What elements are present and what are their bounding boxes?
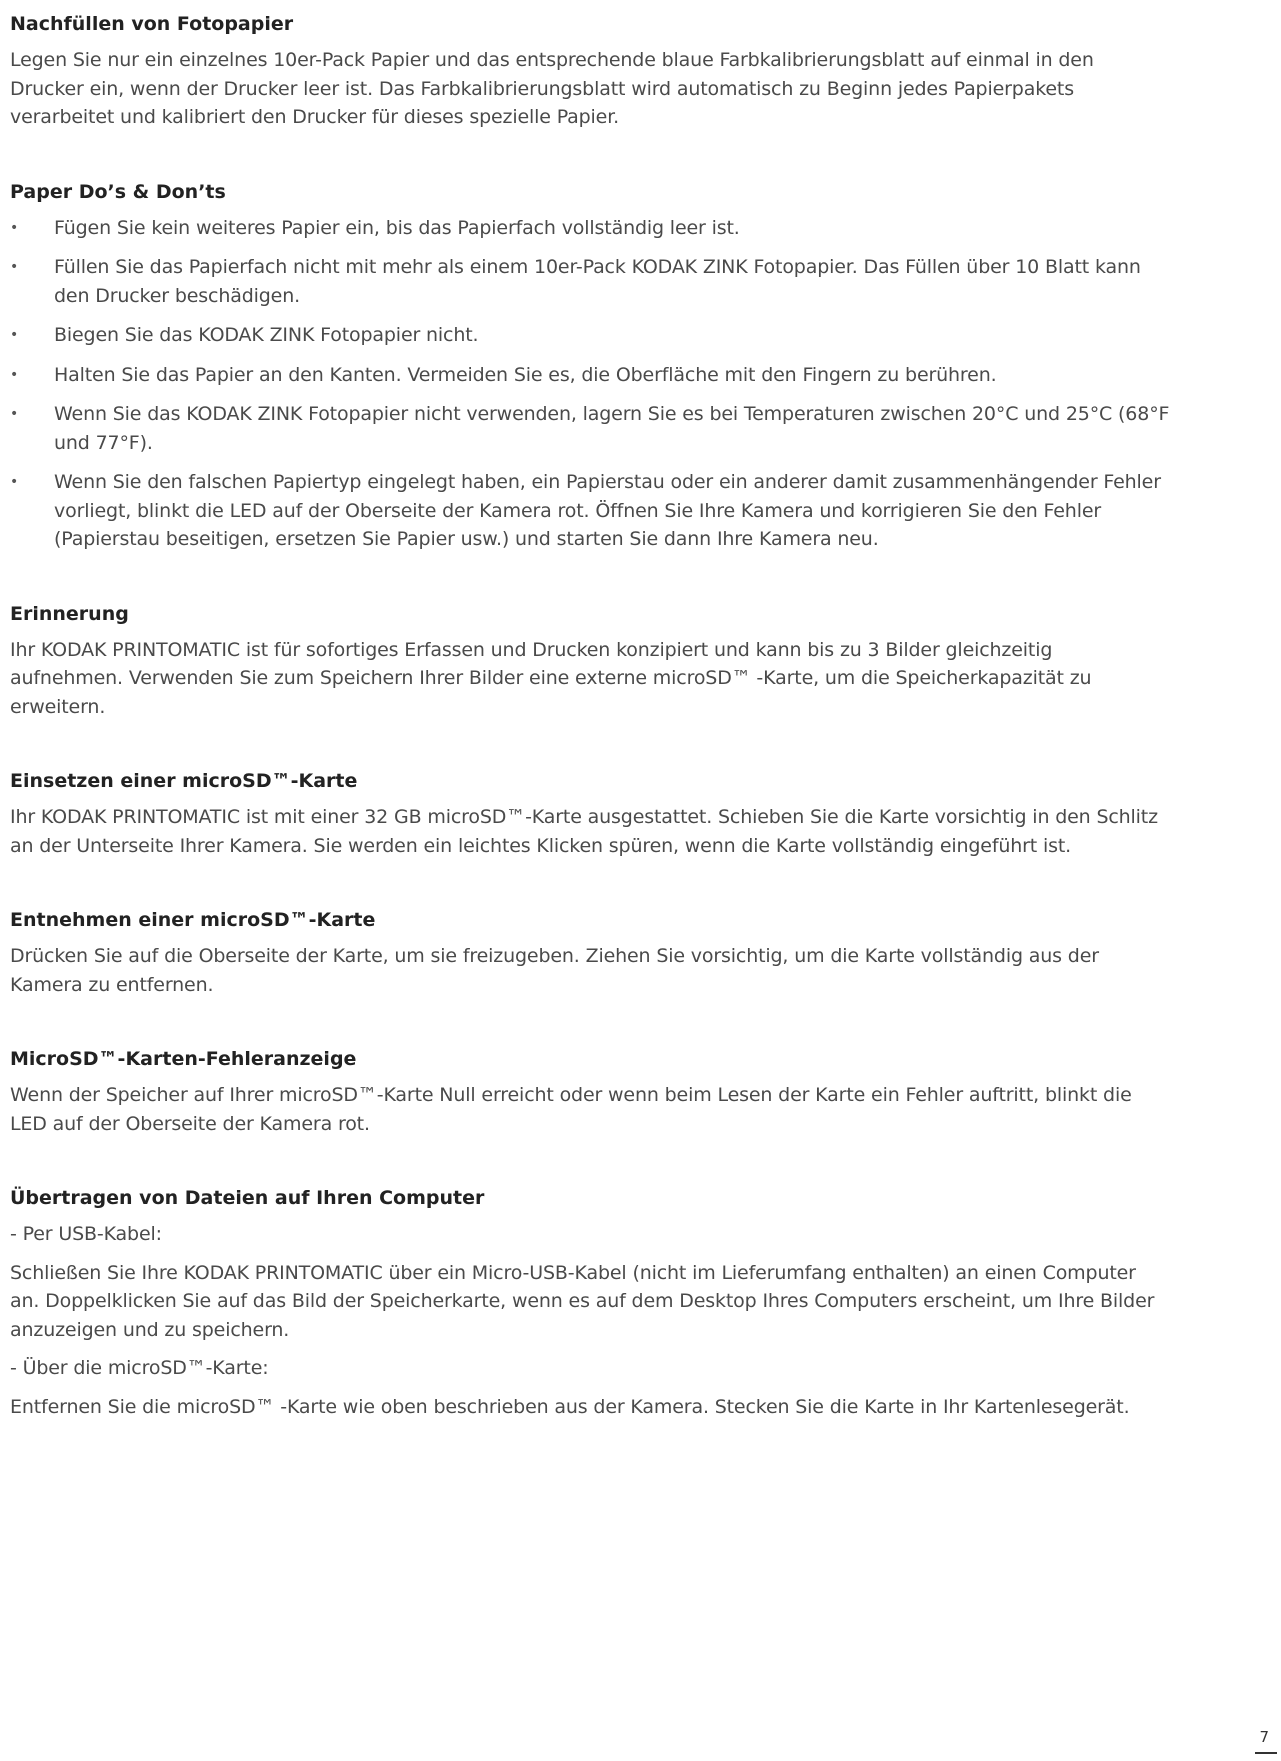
manual-page xyxy=(10,8,1170,1465)
section-paper-dos-donts xyxy=(10,176,1170,554)
section-heading: Erinnerung xyxy=(10,602,129,625)
section-heading: Übertragen von Dateien auf Ihren Computer xyxy=(10,1187,485,1209)
bullet-item xyxy=(10,468,1170,554)
section-remove-microsd xyxy=(10,904,1170,999)
section-insert-microsd xyxy=(10,765,1170,860)
section-heading: Entnehmen einer microSD™-Karte xyxy=(10,909,376,931)
section-heading: Paper Do’s & Don’ts xyxy=(10,180,226,203)
bullet-item xyxy=(10,361,1170,390)
bullet-text: Biegen Sie das KODAK ZINK Fotopapier nicht. xyxy=(54,324,479,346)
page-number: 7 xyxy=(1259,1728,1269,1746)
section-reminder xyxy=(10,598,1170,722)
bullet-item xyxy=(10,321,1170,350)
section-paragraph: Drücken Sie auf die Oberseite der Karte, um sie freizugeben. Ziehen Sie vorsichtig, um die Karte vollständig aus der Kamera zu entfernen. xyxy=(10,945,1099,996)
bullet-text: Wenn Sie das KODAK ZINK Fotopapier nicht verwenden, lagern Sie es bei Temperaturen zwischen 20°C und 25°C (68°F und 77°F). xyxy=(54,403,1170,454)
section-paragraph: Ihr KODAK PRINTOMATIC ist für sofortiges Erfassen und Drucken konzipiert und kann bis zu 3 Bilder gleichzeitig aufnehmen. Verwenden Sie zum Speichern Ihrer Bilder eine externe microSD™ -Karte, um die Speicherkapazität zu erweitern. xyxy=(10,638,1092,718)
section-refill-photo-paper xyxy=(10,8,1170,132)
section-heading: Einsetzen einer microSD™-Karte xyxy=(10,770,358,792)
subheading-microsd: - Über die microSD™-Karte: xyxy=(10,1357,269,1379)
section-transfer-files xyxy=(10,1182,1170,1421)
bullet-text: Füllen Sie das Papierfach nicht mit mehr als einem 10er-Pack KODAK ZINK Fotopapier. Das Füllen über 10 Blatt kann den Drucker beschädigen. xyxy=(54,256,1141,307)
bullet-icon: • xyxy=(10,219,19,236)
bullet-item xyxy=(10,253,1170,310)
section-heading: MicroSD™-Karten-Fehleranzeige xyxy=(10,1048,357,1070)
bullet-text: Halten Sie das Papier an den Kanten. Vermeiden Sie es, die Oberfläche mit den Fingern zu berühren. xyxy=(54,363,997,386)
section-paragraph: Ihr KODAK PRINTOMATIC ist mit einer 32 GB microSD™-Karte ausgestattet. Schieben Sie die Karte vorsichtig in den Schlitz an der Unterseite Ihrer Kamera. Sie werden ein leichtes Klicken spüren, wenn die Karte vollständig eingeführt ist. xyxy=(10,806,1158,857)
bullet-icon: • xyxy=(10,259,19,275)
bullet-item xyxy=(10,400,1170,457)
subheading-usb: - Per USB-Kabel: xyxy=(10,1223,162,1245)
bullet-icon: • xyxy=(10,327,19,343)
bullet-item xyxy=(10,214,1170,243)
page-number-underline xyxy=(1255,1752,1277,1754)
section-heading: Nachfüllen von Fotopapier xyxy=(10,13,294,35)
bullet-text: Fügen Sie kein weiteres Papier ein, bis das Papierfach vollständig leer ist. xyxy=(54,216,740,239)
section-paragraph: Schließen Sie Ihre KODAK PRINTOMATIC über ein Micro-USB-Kabel (nicht im Lieferumfang enthalten) an einen Computer an. Doppelklicken Sie auf das Bild der Speicherkarte, wenn es auf dem Desktop Ihres Computers erscheint, um Ihre Bilder anzuzeigen und zu speichern. xyxy=(10,1261,1155,1341)
section-paragraph: Wenn der Speicher auf Ihrer microSD™-Karte Null erreicht oder wenn beim Lesen der Karte ein Fehler auftritt, blinkt die LED auf der Oberseite der Kamera rot. xyxy=(10,1084,1132,1135)
bullet-text: Wenn Sie den falschen Papiertyp eingelegt haben, ein Papierstau oder ein anderer damit zusammenhängender Fehler vorliegt, blinkt die LED auf der Oberseite der Kamera rot. Öffnen Sie Ihre Kamera und korrigieren Sie den Fehler (Papierstau beseitigen, ersetzen Sie Papier usw.) und starten Sie dann Ihre Kamera neu. xyxy=(54,471,1161,550)
bullet-icon: • xyxy=(10,406,19,422)
section-microsd-error xyxy=(10,1043,1170,1138)
bullet-list xyxy=(10,214,1170,554)
section-paragraph: Legen Sie nur ein einzelnes 10er-Pack Papier und das entsprechende blaue Farbkalibrierungsblatt auf einmal in den Drucker ein, wenn der Drucker leer ist. Das Farbkalibrierungsblatt wird automatisch zu Beginn jedes Papierpakets verarbeitet und kalibriert den Drucker für dieses spezielle Papier. xyxy=(10,49,1094,128)
section-paragraph: Entfernen Sie die microSD™ -Karte wie oben beschrieben aus der Kamera. Stecken Sie die Karte in Ihr Kartenlesegerät. xyxy=(10,1395,1130,1418)
bullet-icon: • xyxy=(10,474,19,490)
bullet-icon: • xyxy=(10,366,19,383)
